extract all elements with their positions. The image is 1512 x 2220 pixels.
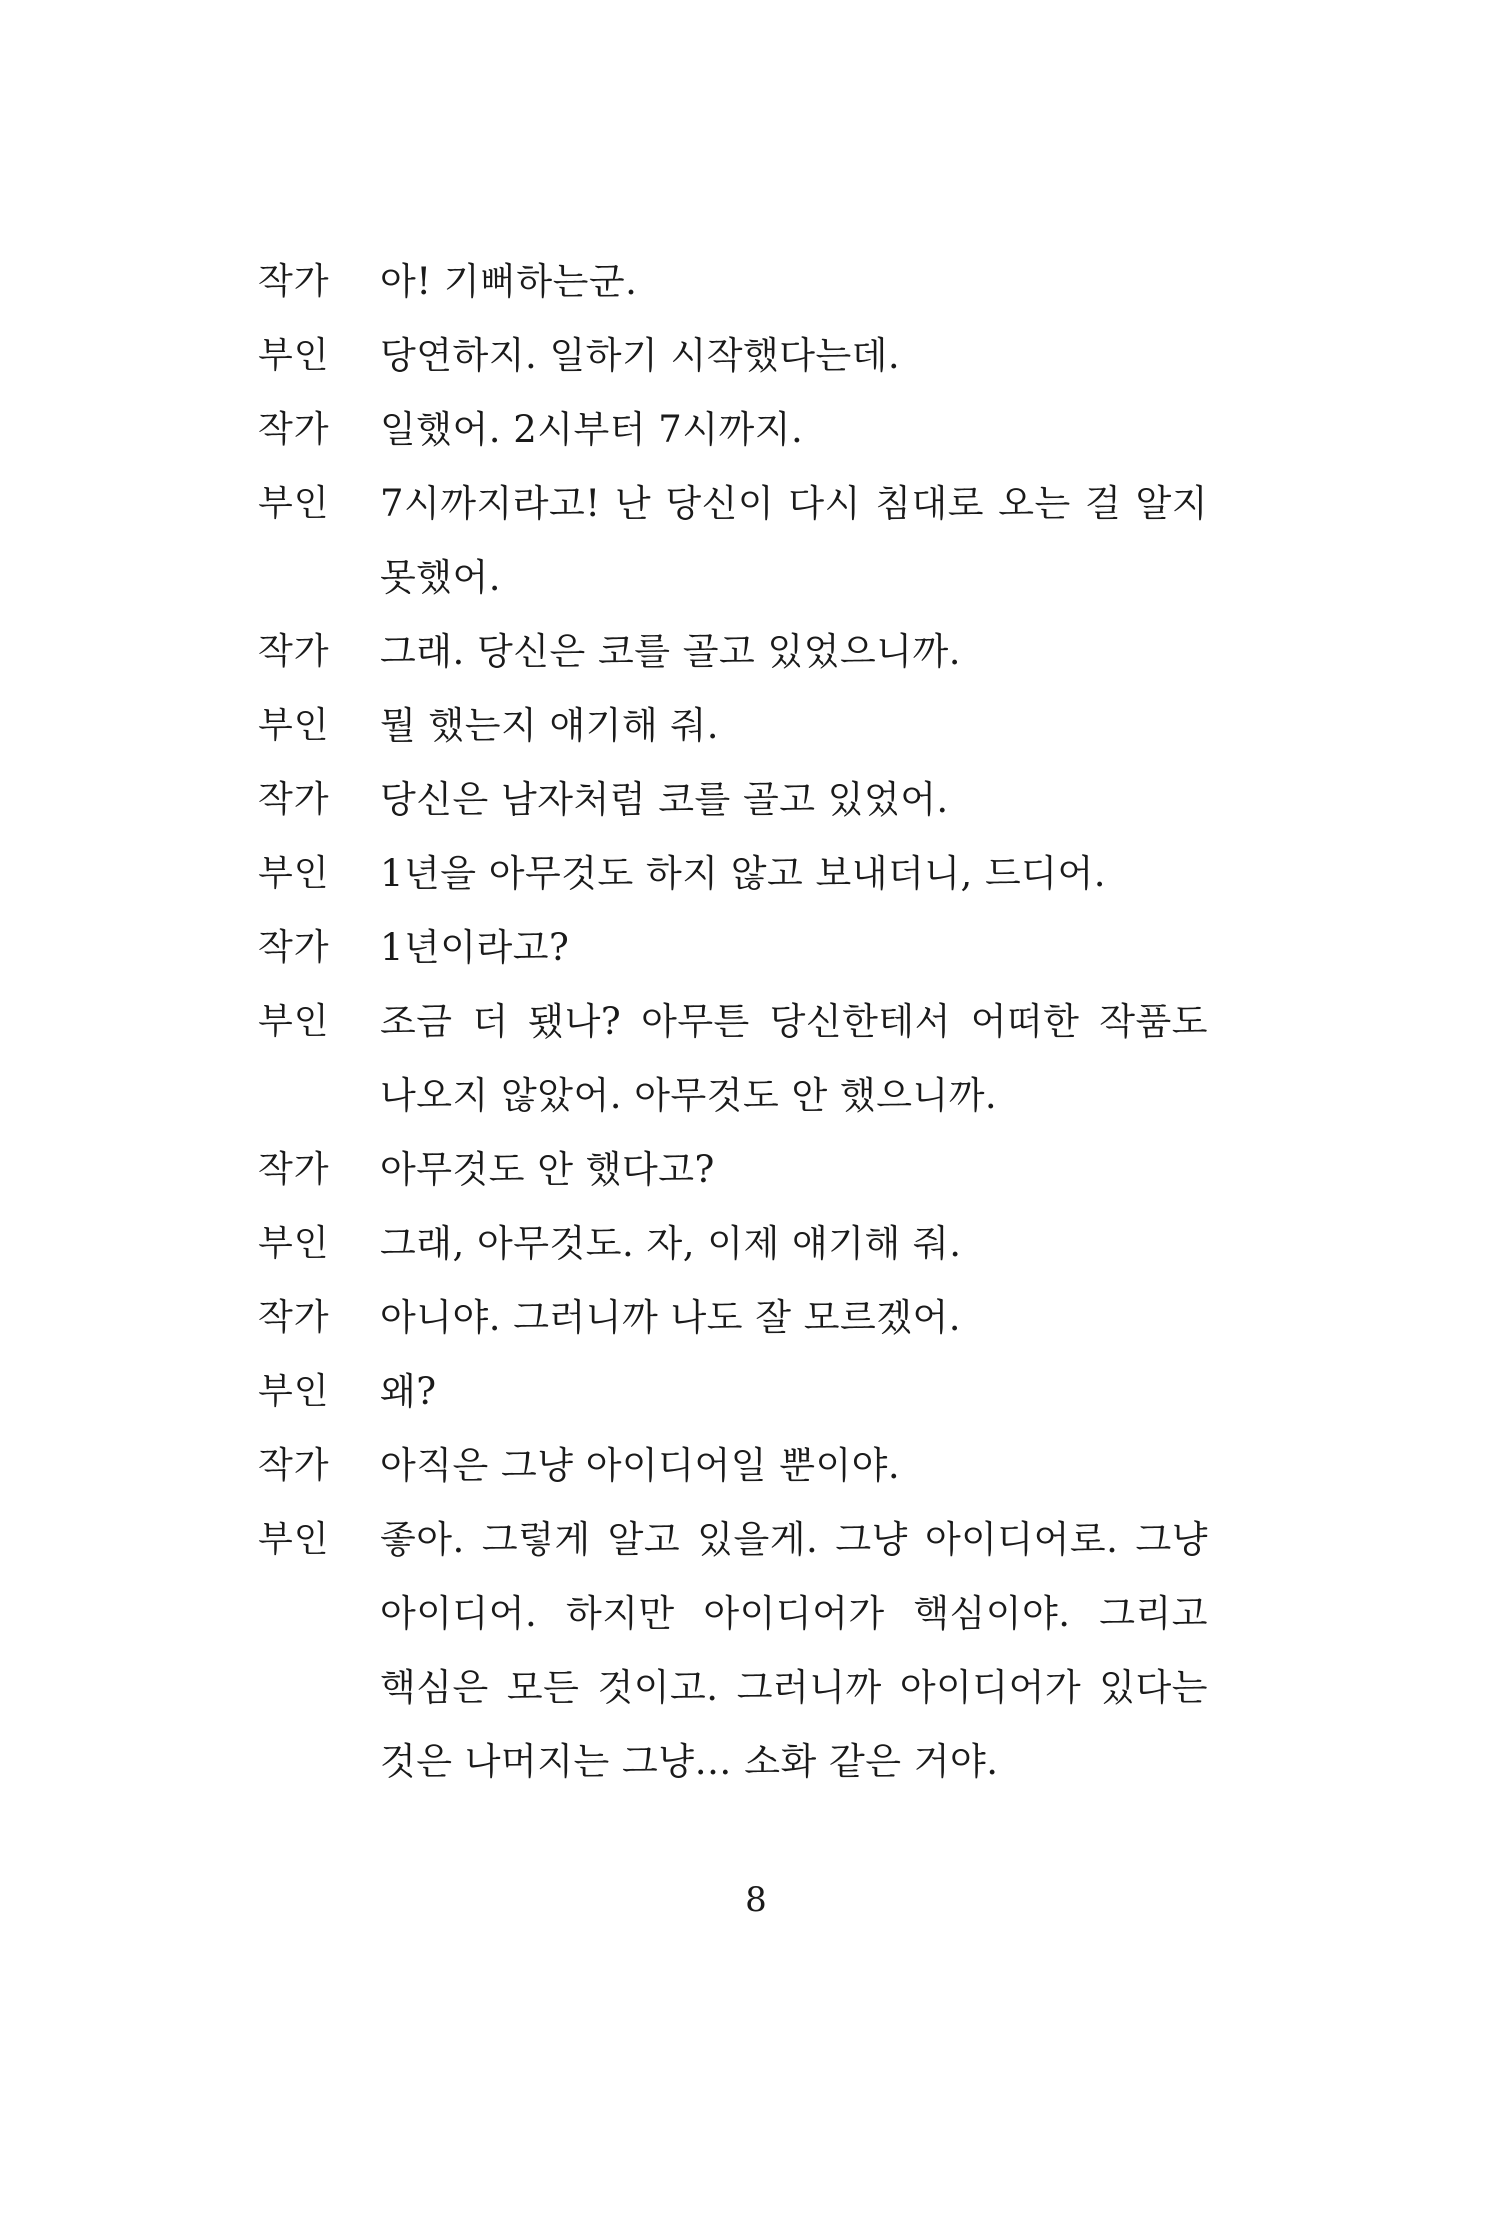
dialogue-text: 당연하지. 일하기 시작했다는데. — [380, 334, 901, 377]
speaker-name: 작가 — [258, 1445, 330, 1486]
dialogue-text: 왜? — [380, 1370, 437, 1413]
dialogue-line — [258, 1429, 1208, 1503]
dialogue-script — [258, 245, 1208, 1799]
page-number: 8 — [745, 1880, 767, 1920]
dialogue-text: 좋아. 그렇게 알고 있을게. 그냥 아이디어로. 그냥 아이디어. 하지만 아이디어가 핵심이야. 그리고 핵심은 모든 것이고. 그러니까 아이디어가 있다는 것은 나머지는 그냥… 소화 같은 거야. — [380, 1518, 1208, 1783]
dialogue-text: 1년을 아무것도 하지 않고 보내더니, 드디어. — [380, 852, 1106, 895]
dialogue-text: 아니야. 그러니까 나도 잘 모르겠어. — [380, 1296, 961, 1339]
dialogue-line — [258, 467, 1208, 615]
dialogue-text: 아무것도 안 했다고? — [380, 1148, 715, 1191]
speaker-name: 부인 — [258, 335, 330, 376]
speaker-name: 부인 — [258, 853, 330, 894]
speaker-name: 부인 — [258, 705, 330, 746]
dialogue-line — [258, 319, 1208, 393]
dialogue-line — [258, 689, 1208, 763]
speaker-name: 작가 — [258, 927, 330, 968]
speaker-name: 작가 — [258, 1297, 330, 1338]
speaker-name: 작가 — [258, 261, 330, 302]
dialogue-line — [258, 1207, 1208, 1281]
dialogue-text: 아직은 그냥 아이디어일 뿐이야. — [380, 1444, 901, 1487]
dialogue-text: 그래. 당신은 코를 골고 있었으니까. — [380, 630, 961, 673]
dialogue-text: 아! 기뻐하는군. — [380, 260, 638, 303]
dialogue-line — [258, 1281, 1208, 1355]
dialogue-line — [258, 985, 1208, 1133]
speaker-name: 작가 — [258, 631, 330, 672]
speaker-name: 부인 — [258, 483, 330, 524]
dialogue-text: 일했어. 2시부터 7시까지. — [380, 408, 804, 451]
dialogue-text: 1년이라고? — [380, 926, 570, 969]
dialogue-line — [258, 911, 1208, 985]
dialogue-line — [258, 763, 1208, 837]
dialogue-text: 당신은 남자처럼 코를 골고 있었어. — [380, 778, 949, 821]
speaker-name: 작가 — [258, 409, 330, 450]
speaker-name: 작가 — [258, 1149, 330, 1190]
speaker-name: 부인 — [258, 1223, 330, 1264]
dialogue-line — [258, 1355, 1208, 1429]
dialogue-line — [258, 837, 1208, 911]
dialogue-text: 그래, 아무것도. 자, 이제 얘기해 줘. — [380, 1222, 962, 1265]
dialogue-line — [258, 615, 1208, 689]
dialogue-text: 뭘 했는지 얘기해 줘. — [380, 704, 719, 747]
dialogue-line — [258, 1133, 1208, 1207]
dialogue-line — [258, 393, 1208, 467]
dialogue-text: 조금 더 됐나? 아무튼 당신한테서 어떠한 작품도 나오지 않았어. 아무것도 안 했으니까. — [380, 1000, 1208, 1117]
dialogue-line — [258, 1503, 1208, 1799]
speaker-name: 부인 — [258, 1001, 330, 1042]
speaker-name: 작가 — [258, 779, 330, 820]
speaker-name: 부인 — [258, 1519, 330, 1560]
speaker-name: 부인 — [258, 1371, 330, 1412]
dialogue-text: 7시까지라고! 난 당신이 다시 침대로 오는 걸 알지 못했어. — [380, 482, 1208, 599]
dialogue-line — [258, 245, 1208, 319]
